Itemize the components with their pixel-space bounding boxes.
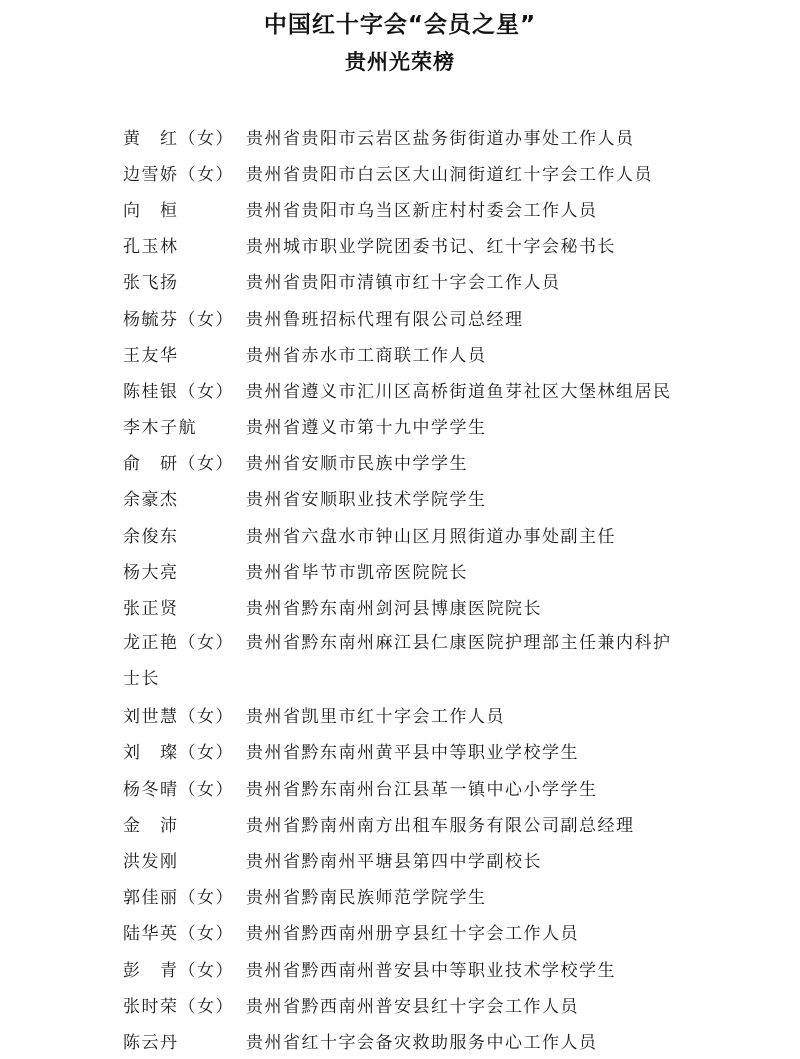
- list-item: [123, 444, 683, 480]
- person-description: 贵州省黔西南州册亨县红十字会工作人员: [246, 924, 579, 945]
- person-description: 贵州省毕节市凯帝医院院长: [246, 562, 468, 583]
- list-item: [123, 986, 683, 1022]
- person-name: 洪发刚: [123, 851, 179, 872]
- person-description: 贵州省安顺市民族中学学生: [246, 454, 468, 475]
- person-name: 张正贤: [123, 599, 179, 620]
- person-name: 孔玉林: [123, 237, 179, 258]
- person-description: 贵州城市职业学院团委书记、红十字会秘书长: [246, 237, 616, 258]
- person-description: 贵州省遵义市第十九中学学生: [246, 418, 487, 439]
- person-description: 贵州省贵阳市云岩区盐务街街道办事处工作人员: [246, 128, 635, 149]
- person-description: 贵州省黔东南州台江县革一镇中心小学学生: [246, 779, 598, 800]
- list-item: [123, 408, 683, 444]
- page-subtitle: 贵州光荣榜: [345, 50, 455, 74]
- person-name: 李木子航: [123, 418, 197, 439]
- person-description: 贵州省遵义市汇川区高桥街道鱼芽社区大堡林组居民: [246, 381, 672, 402]
- person-name: 杨大亮: [123, 562, 179, 583]
- person-name: 黄 红（女）: [123, 128, 234, 149]
- person-description: 贵州省凯里市红十字会工作人员: [246, 707, 505, 728]
- list-item: [123, 371, 683, 407]
- list-item: [123, 950, 683, 986]
- list-item: [123, 1022, 683, 1058]
- list-item: [123, 697, 683, 733]
- list-item: [123, 769, 683, 805]
- person-name: 刘 璨（女）: [123, 743, 234, 764]
- list-item: [123, 914, 683, 950]
- list-item: [123, 733, 683, 769]
- list-item: [123, 805, 683, 841]
- person-description: 贵州省黔东南州麻江县仁康医院护理部主任兼内科护士长: [123, 632, 672, 689]
- person-description: 贵州省贵阳市白云区大山洞街道红十字会工作人员: [246, 164, 653, 185]
- list-item: [123, 190, 683, 226]
- person-description: 贵州省黔西南州普安县红十字会工作人员: [246, 996, 579, 1017]
- list-item: [123, 118, 683, 154]
- list-item: [123, 335, 683, 371]
- person-description: 贵州省黔南民族师范学院学生: [246, 888, 487, 909]
- list-item: [123, 588, 683, 624]
- honor-list: [123, 118, 683, 1059]
- person-description: 贵州鲁班招标代理有限公司总经理: [246, 309, 524, 330]
- person-description: 贵州省黔西南州普安县中等职业技术学校学生: [246, 960, 616, 981]
- person-name: 张时荣（女）: [123, 996, 234, 1017]
- person-name: 陈桂银（女）: [123, 381, 234, 402]
- person-description: 贵州省安顺职业技术学院学生: [246, 490, 487, 511]
- person-description: 贵州省黔南州平塘县第四中学副校长: [246, 851, 542, 872]
- person-name: 杨毓芬（女）: [123, 309, 234, 330]
- person-name: 陆华英（女）: [123, 924, 234, 945]
- list-item: [123, 841, 683, 877]
- person-name: 陈云丹: [123, 1032, 179, 1053]
- list-item: [123, 154, 683, 190]
- person-description: 贵州省红十字会备灾救助服务中心工作人员: [246, 1032, 598, 1053]
- person-description: 贵州省黔东南州剑河县博康医院院长: [246, 599, 542, 620]
- person-name: 向 桓: [123, 200, 179, 221]
- list-item: [123, 878, 683, 914]
- person-name: 边雪娇（女）: [123, 164, 234, 185]
- list-item: [123, 516, 683, 552]
- list-item: [123, 263, 683, 299]
- person-name: 俞 研（女）: [123, 454, 234, 475]
- person-name: 王友华: [123, 345, 179, 366]
- person-description: 贵州省黔南州南方出租车服务有限公司副总经理: [246, 815, 635, 836]
- person-name: 龙正艳（女）: [123, 632, 234, 653]
- list-item: [123, 552, 683, 588]
- list-item: [123, 227, 683, 263]
- list-item: [123, 625, 683, 697]
- person-name: 张飞扬: [123, 273, 179, 294]
- page-title: 中国红十字会“会员之星”: [263, 12, 537, 38]
- person-description: 贵州省贵阳市乌当区新庄村村委会工作人员: [246, 200, 598, 221]
- list-item: [123, 480, 683, 516]
- person-name: 刘世慧（女）: [123, 707, 234, 728]
- person-description: 贵州省赤水市工商联工作人员: [246, 345, 487, 366]
- person-name: 彭 青（女）: [123, 960, 234, 981]
- person-description: 贵州省黔东南州黄平县中等职业学校学生: [246, 743, 579, 764]
- person-description: 贵州省贵阳市清镇市红十字会工作人员: [246, 273, 561, 294]
- person-name: 杨冬晴（女）: [123, 779, 234, 800]
- person-description: 贵州省六盘水市钟山区月照街道办事处副主任: [246, 526, 616, 547]
- person-name: 余俊东: [123, 526, 179, 547]
- person-name: 郭佳丽（女）: [123, 888, 234, 909]
- list-item: [123, 299, 683, 335]
- person-name: 余豪杰: [123, 490, 179, 511]
- person-name: 金 沛: [123, 815, 179, 836]
